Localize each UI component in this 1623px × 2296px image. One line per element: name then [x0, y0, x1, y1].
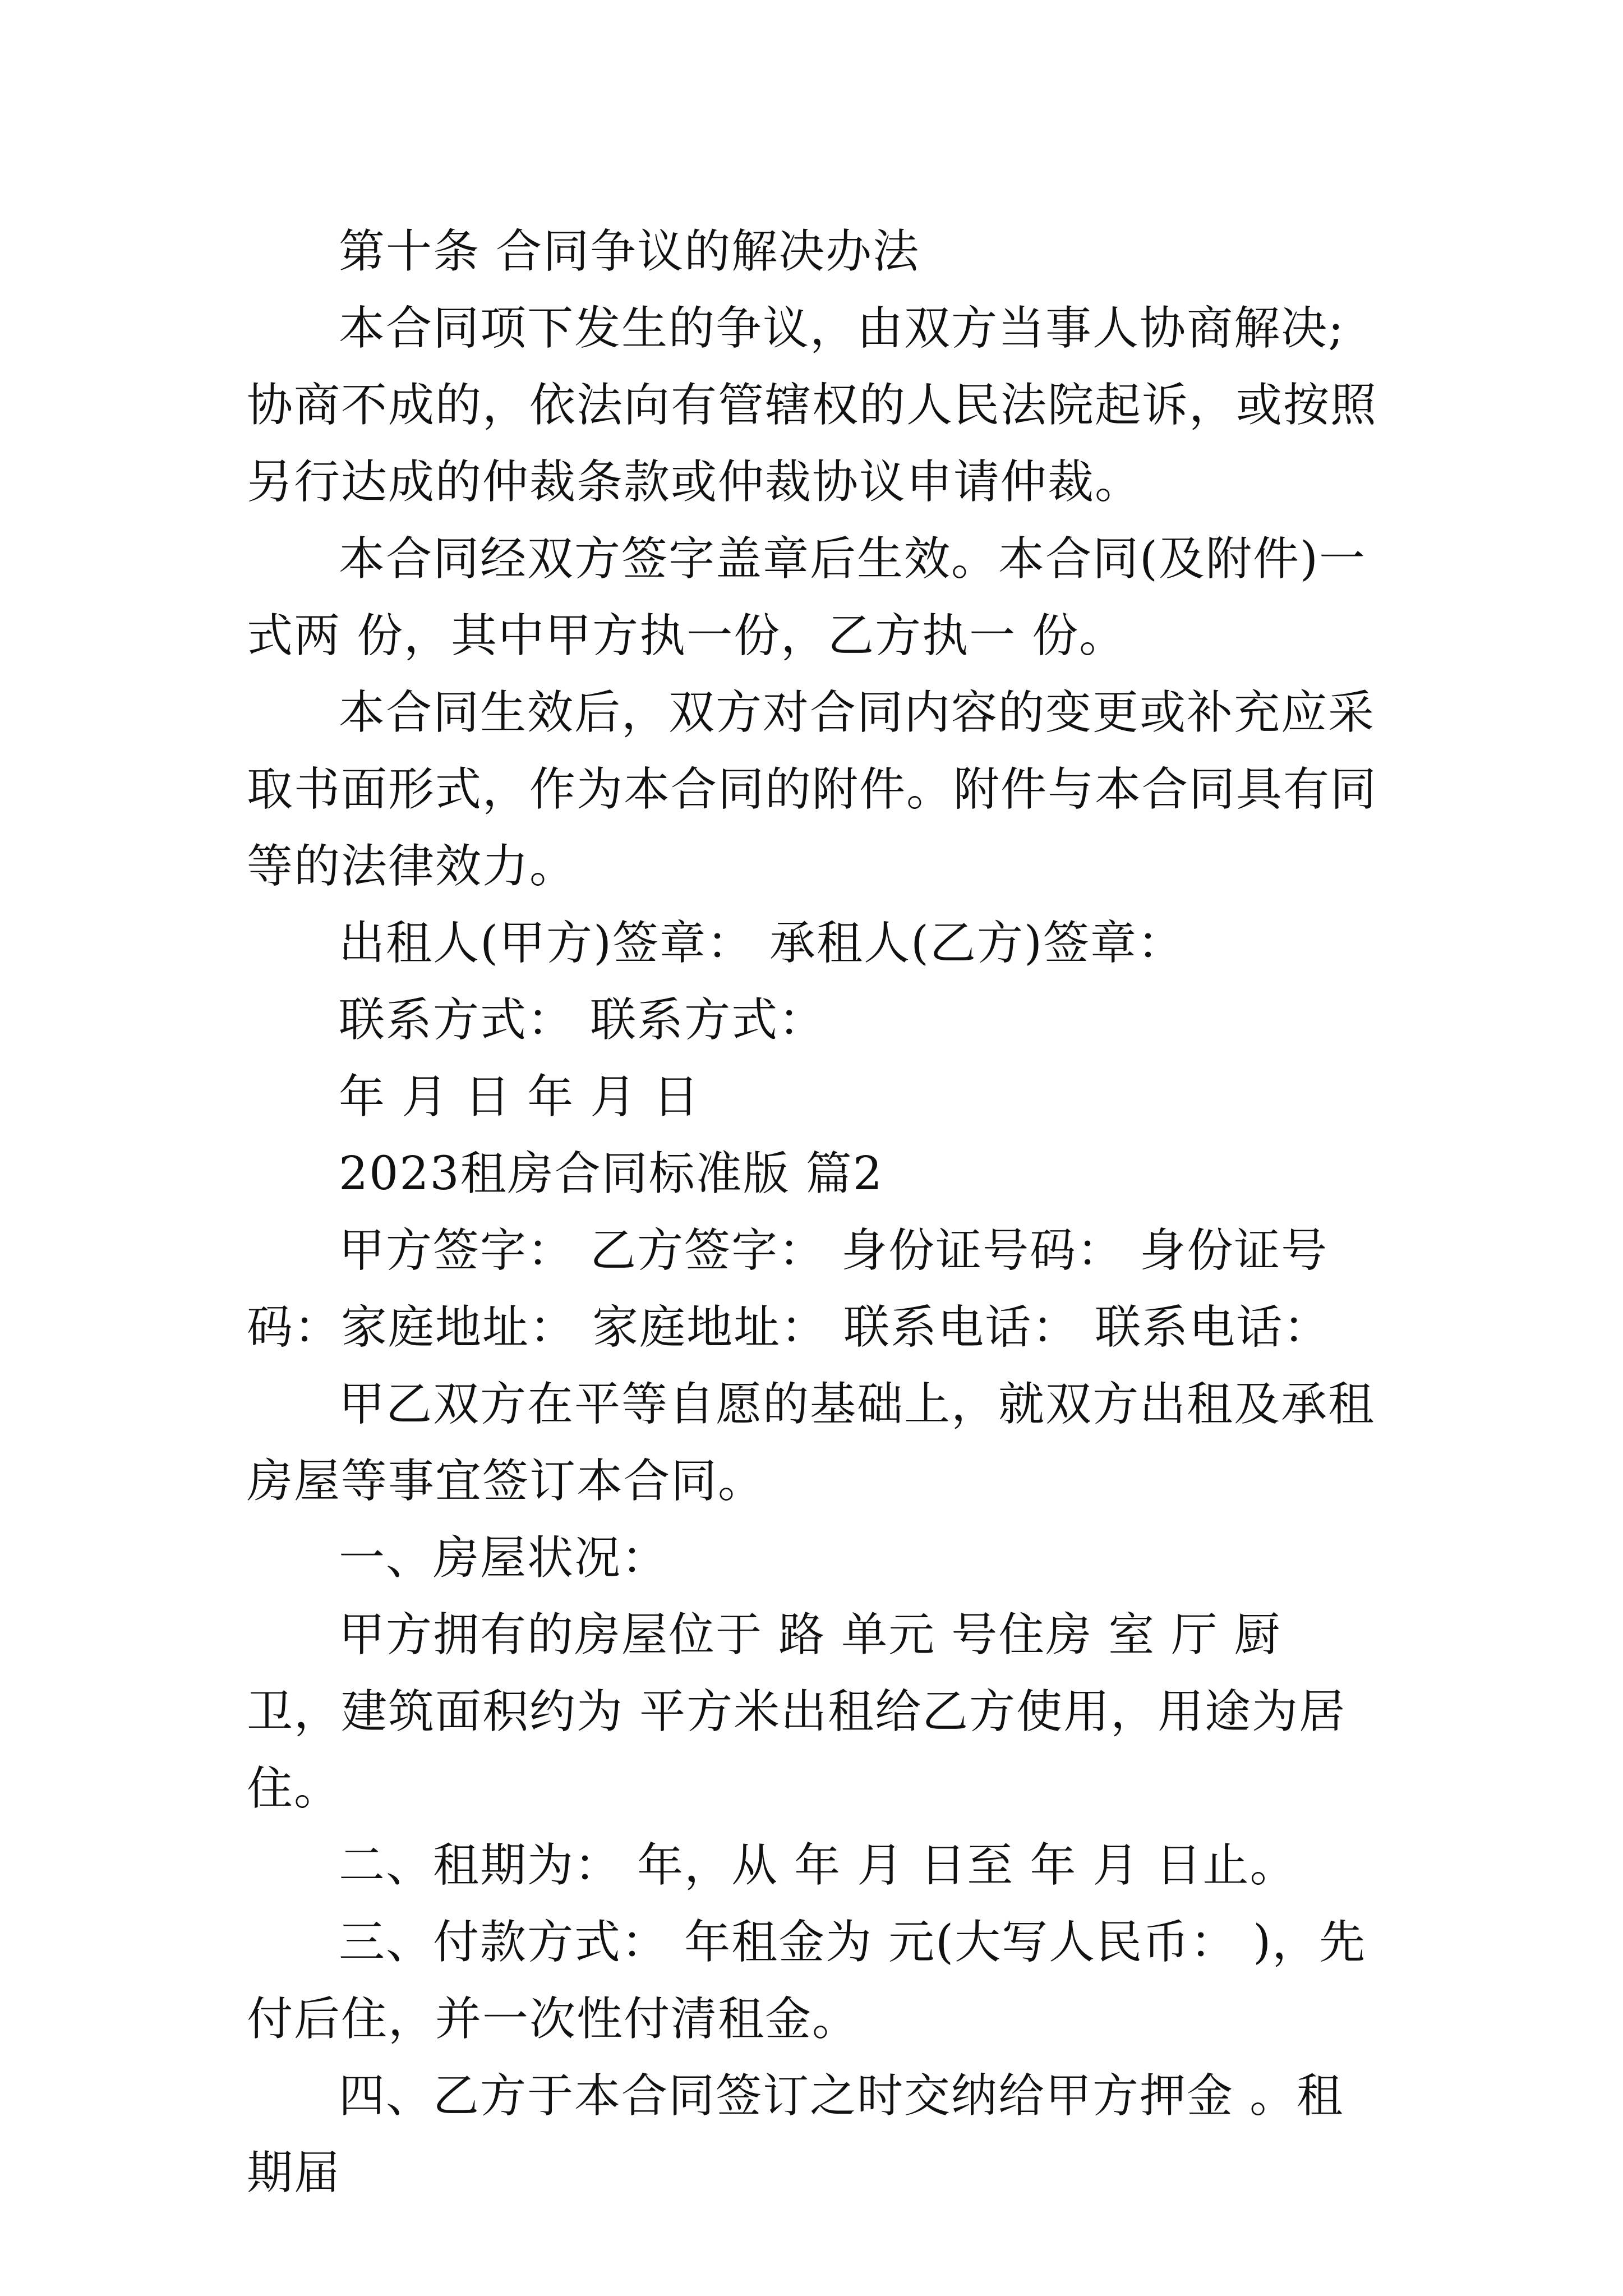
- clause-term: 二、租期为： 年，从 年 月 日至 年 月 日止。: [339, 1839, 1297, 1892]
- signature-line: 出租人(甲方)签章： 承租人(乙方)签章：: [339, 917, 1185, 970]
- section-title: 2023租房合同标准版 篇2: [339, 1147, 883, 1200]
- date-line: 年 月 日 年 月 日: [339, 1070, 700, 1124]
- paragraph-preamble: 甲乙双方在平等自愿的基础上，就双方出租及承租房屋等事宜签订本合同。: [247, 1378, 1376, 1508]
- paragraph-dispute: 本合同项下发生的争议，由双方当事人协商解决;协商不成的，依法向有管辖权的人民法院起诉，或按照另行达成的仲裁条款或仲裁协议申请仲裁。: [247, 302, 1378, 509]
- paragraph-effect: 本合同经双方签字盖章后生效。本合同(及附件)一式两 份，其中甲方执一份，乙方执一 份。: [247, 532, 1366, 662]
- paragraph-house: 甲方拥有的房屋位于 路 单元 号住房 室 厅 厨 卫，建筑面积约为 平方米出租给乙方使用，用途为居住。: [247, 1608, 1347, 1815]
- party-info: 甲方签字： 乙方签字： 身份证号码： 身份证号码：家庭地址： 家庭地址： 联系电话： 联系电话：: [247, 1224, 1331, 1354]
- document-body: [247, 213, 1391, 2211]
- article-heading: 第十条 合同争议的解决办法: [339, 225, 920, 278]
- paragraph-amendment: 本合同生效后，双方对合同内容的变更或补充应采取书面形式，作为本合同的附件。附件与本合同具有同等的法律效力。: [247, 686, 1378, 893]
- clause-payment: 三、付款方式： 年租金为 元(大写人民币： )，先付后住，并一次性付清租金。: [247, 1916, 1367, 2046]
- clause-heading-house: 一、房屋状况：: [339, 1531, 669, 1585]
- clause-deposit: 四、乙方于本合同签订之时交纳给甲方押金 。租期届: [247, 2069, 1344, 2200]
- contact-line: 联系方式： 联系方式：: [339, 993, 826, 1047]
